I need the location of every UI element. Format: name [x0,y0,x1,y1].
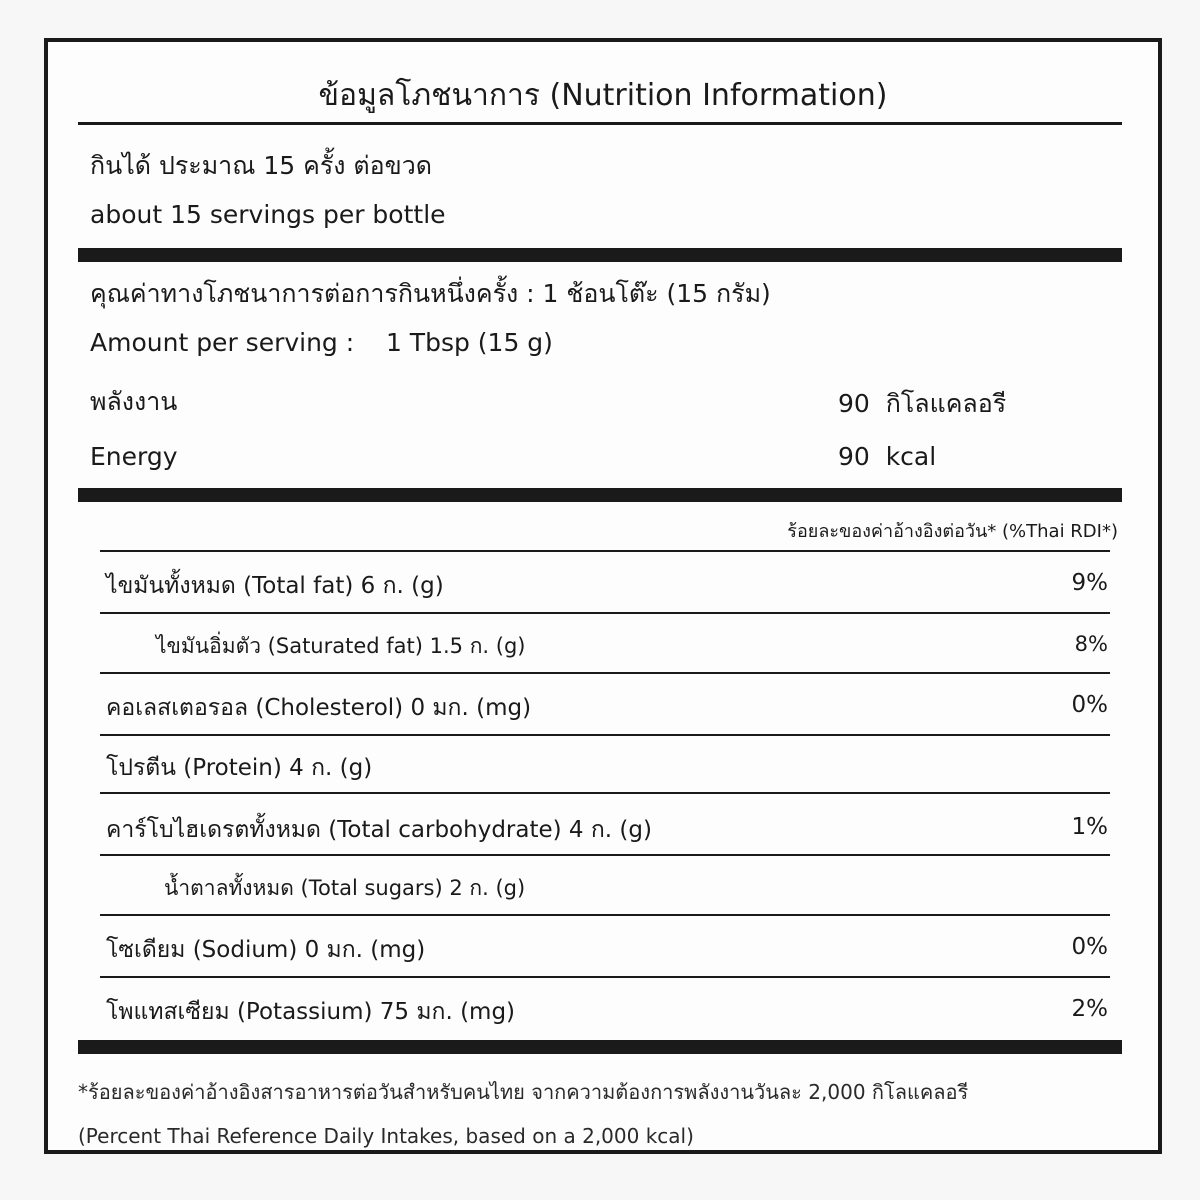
servings-english: about 15 servings per bottle [90,200,446,229]
percent-total-fat: 9% [1071,570,1108,596]
footnote-thai: *ร้อยละของค่าอ้างอิงสารอาหารต่อวันสำหรับคนไทย จากความต้องการพลังงานวันละ 2,000 กิโลแคลอรี [78,1080,969,1104]
serving-size-thai: คุณค่าทางโภชนาการต่อการกินหนึ่งครั้ง : 1 ช้อนโต๊ะ (15 กรัม) [90,279,771,308]
row-rule [100,672,1110,674]
nutrient-saturated-fat: ไขมันอิ่มตัว (Saturated fat) 1.5 ก. (g) [156,634,526,658]
row-rule [100,550,1110,552]
serving-size-english: Amount per serving : 1 Tbsp (15 g) [90,328,553,357]
percent-potassium: 2% [1071,996,1108,1022]
thick-rule-2 [78,488,1122,502]
rdi-header: ร้อยละของค่าอ้างอิงต่อวัน* (%Thai RDI*) [787,521,1118,542]
nutrient-cholesterol: คอเลสเตอรอล (Cholesterol) 0 มก. (mg) [106,695,532,721]
energy-english-label: Energy [90,442,178,471]
nutrition-label-frame [44,38,1162,1154]
nutrient-protein: โปรตีน (Protein) 4 ก. (g) [106,755,373,781]
row-rule [100,854,1110,856]
title-rule [78,122,1122,125]
percent-saturated-fat: 8% [1074,632,1108,656]
row-rule [100,734,1110,736]
nutrient-total-carbohydrate: คาร์โบไฮเดรตทั้งหมด (Total carbohydrate) 4 ก. (g) [106,817,652,843]
percent-cholesterol: 0% [1071,692,1108,718]
row-rule [100,792,1110,794]
energy-thai-label: พลังงาน [90,387,178,416]
nutrient-total-fat: ไขมันทั้งหมด (Total fat) 6 ก. (g) [106,573,444,599]
nutrient-total-sugars: น้ำตาลทั้งหมด (Total sugars) 2 ก. (g) [164,876,526,900]
footnote-english: (Percent Thai Reference Daily Intakes, based on a 2,000 kcal) [78,1124,694,1148]
nutrient-sodium: โซเดียม (Sodium) 0 มก. (mg) [106,937,426,963]
percent-total-carbohydrate: 1% [1071,814,1108,840]
row-rule [100,914,1110,916]
energy-english-value: 90 kcal [838,442,937,471]
percent-sodium: 0% [1071,934,1108,960]
nutrient-potassium: โพแทสเซียม (Potassium) 75 มก. (mg) [106,999,516,1025]
thick-rule-1 [78,248,1122,262]
label-title: ข้อมูลโภชนาการ (Nutrition Information) [318,78,888,113]
energy-thai-value: 90 กิโลแคลอรี [838,389,1007,418]
thick-rule-3 [78,1040,1122,1054]
servings-thai: กินได้ ประมาณ 15 ครั้ง ต่อขวด [90,151,433,180]
row-rule [100,976,1110,978]
row-rule [100,612,1110,614]
